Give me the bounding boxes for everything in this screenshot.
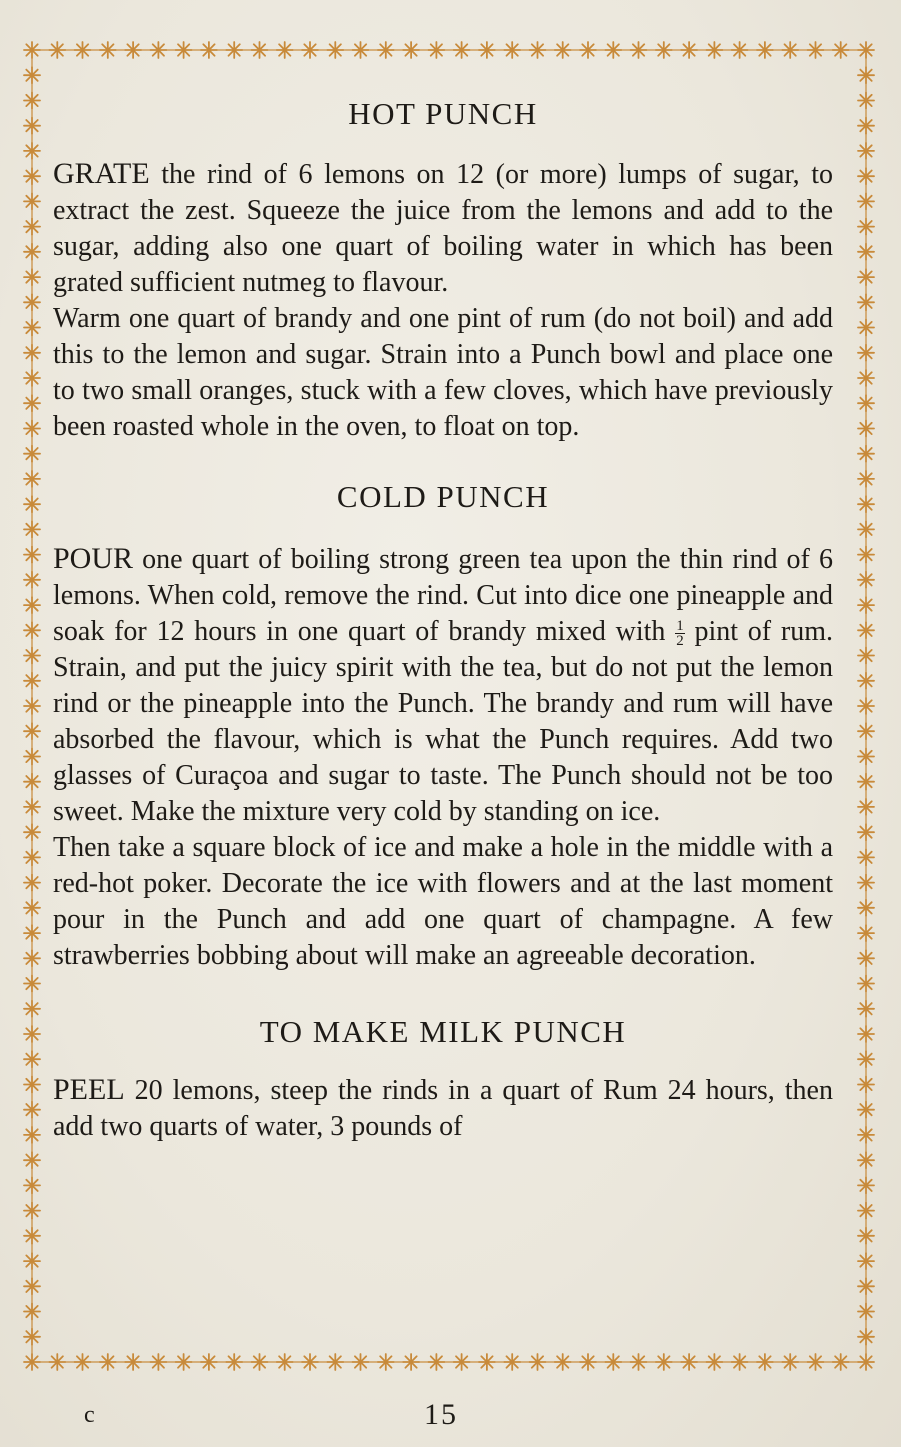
asterisk-star-icon (858, 446, 874, 462)
asterisk-star-icon (226, 1354, 242, 1370)
asterisk-star-icon (555, 42, 571, 58)
asterisk-star-icon (858, 1077, 874, 1093)
asterisk-star-icon (858, 547, 874, 563)
asterisk-star-icon (833, 1354, 849, 1370)
asterisk-star-icon (858, 1152, 874, 1168)
asterisk-star-icon (858, 42, 874, 58)
asterisk-star-icon (226, 42, 242, 58)
asterisk-star-icon (858, 1354, 874, 1370)
signature-mark: c (84, 1402, 95, 1428)
asterisk-star-icon (24, 244, 40, 260)
asterisk-star-icon (681, 1354, 697, 1370)
asterisk-star-icon (302, 42, 318, 58)
asterisk-star-icon (454, 42, 470, 58)
asterisk-star-icon (530, 42, 546, 58)
asterisk-star-icon (24, 193, 40, 209)
asterisk-star-icon (24, 496, 40, 512)
asterisk-star-icon (858, 521, 874, 537)
asterisk-star-icon (24, 875, 40, 891)
asterisk-star-icon (176, 42, 192, 58)
asterisk-star-icon (24, 320, 40, 336)
asterisk-star-icon (201, 42, 217, 58)
asterisk-star-icon (858, 193, 874, 209)
asterisk-star-icon (24, 219, 40, 235)
asterisk-star-icon (858, 294, 874, 310)
hot-punch-paragraph-1 (53, 156, 833, 301)
asterisk-star-icon (24, 345, 40, 361)
asterisk-star-icon (858, 824, 874, 840)
asterisk-star-icon (252, 42, 268, 58)
hot-punch-lead-word: GRATE (53, 157, 150, 190)
half-fraction (675, 619, 685, 648)
asterisk-star-icon (479, 1354, 495, 1370)
asterisk-star-icon (858, 900, 874, 916)
asterisk-star-icon (24, 900, 40, 916)
asterisk-star-icon (631, 1354, 647, 1370)
asterisk-star-icon (428, 1354, 444, 1370)
asterisk-star-icon (24, 799, 40, 815)
cold-punch-text-1b: pint of rum. Strain, and put the juicy spirit with the tea, but do not put the lemon rind or the pineapple into the Punch. The brandy and rum will have absorbed the flavour, which is what the Punch requires. Add two glasses of Curaçoa and sugar to taste. The Punch should not be too sweet. Make the mixture very cold by standing on ice. (53, 616, 833, 827)
asterisk-star-icon (454, 1354, 470, 1370)
milk-punch-text-1: 20 lemons, steep the rinds in a quart of Rum 24 hours, then add two quarts of water, 3 pounds of (53, 1075, 833, 1142)
asterisk-star-icon (24, 824, 40, 840)
asterisk-star-icon (808, 42, 824, 58)
asterisk-star-icon (858, 1304, 874, 1320)
asterisk-star-icon (858, 849, 874, 865)
asterisk-star-icon (530, 1354, 546, 1370)
asterisk-star-icon (24, 67, 40, 83)
asterisk-star-icon (858, 723, 874, 739)
asterisk-star-icon (706, 1354, 722, 1370)
hot-punch-text-1: the rind of 6 lemons on 12 (or more) lumps of sugar, to extract the zest. Squeeze the juice from the lemons and add to the sugar, adding also one quart of boiling water in which has been grated sufficient nutmeg to flavour. (53, 159, 833, 298)
asterisk-star-icon (24, 572, 40, 588)
asterisk-star-icon (24, 622, 40, 638)
asterisk-star-icon (24, 93, 40, 109)
hot-punch-paragraph-2: Warm one quart of brandy and one pint of rum (do not boil) and add this to the lemon and sugar. Strain into a Punch bowl and place one to two small oranges, stuck with a few cloves, which have previously been roasted whole in the oven, to float on top. (53, 303, 833, 442)
asterisk-star-icon (858, 471, 874, 487)
asterisk-star-icon (24, 976, 40, 992)
asterisk-star-icon (24, 925, 40, 941)
asterisk-star-icon (858, 219, 874, 235)
asterisk-star-icon (24, 42, 40, 58)
asterisk-star-icon (858, 421, 874, 437)
asterisk-star-icon (24, 1354, 40, 1370)
asterisk-star-icon (681, 42, 697, 58)
asterisk-star-icon (757, 42, 773, 58)
asterisk-star-icon (858, 1177, 874, 1193)
asterisk-star-icon (24, 1051, 40, 1067)
asterisk-star-icon (858, 244, 874, 260)
asterisk-star-icon (428, 42, 444, 58)
asterisk-star-icon (150, 42, 166, 58)
asterisk-star-icon (858, 1051, 874, 1067)
asterisk-star-icon (24, 1001, 40, 1017)
asterisk-star-icon (858, 1278, 874, 1294)
asterisk-star-icon (858, 976, 874, 992)
asterisk-star-icon (24, 118, 40, 134)
asterisk-star-icon (858, 1127, 874, 1143)
asterisk-star-icon (353, 1354, 369, 1370)
asterisk-star-icon (479, 42, 495, 58)
asterisk-star-icon (858, 269, 874, 285)
milk-punch-paragraph-1 (53, 1072, 833, 1145)
asterisk-star-icon (277, 1354, 293, 1370)
asterisk-star-icon (858, 698, 874, 714)
asterisk-star-icon (858, 648, 874, 664)
asterisk-star-icon (605, 42, 621, 58)
asterisk-star-icon (858, 1253, 874, 1269)
asterisk-star-icon (150, 1354, 166, 1370)
asterisk-star-icon (24, 1026, 40, 1042)
asterisk-star-icon (833, 42, 849, 58)
asterisk-star-icon (858, 67, 874, 83)
asterisk-star-icon (24, 547, 40, 563)
asterisk-star-icon (757, 1354, 773, 1370)
asterisk-star-icon (732, 1354, 748, 1370)
milk-punch-heading: TO MAKE MILK PUNCH (259, 1014, 627, 1049)
asterisk-star-icon (24, 698, 40, 714)
asterisk-star-icon (75, 1354, 91, 1370)
asterisk-star-icon (24, 1253, 40, 1269)
asterisk-star-icon (858, 345, 874, 361)
asterisk-star-icon (858, 673, 874, 689)
asterisk-star-icon (24, 1177, 40, 1193)
asterisk-star-icon (327, 1354, 343, 1370)
asterisk-star-icon (24, 950, 40, 966)
asterisk-star-icon (403, 1354, 419, 1370)
asterisk-star-icon (403, 42, 419, 58)
asterisk-star-icon (24, 723, 40, 739)
cold-punch-paragraph-2: Then take a square block of ice and make a hole in the middle with a red-hot poker. Decorate the ice with flowers and at the last moment pour in the Punch and add one quart of champagne. A few strawberries bobbing about will make an agreeable decoration. (53, 832, 833, 971)
asterisk-star-icon (858, 93, 874, 109)
asterisk-star-icon (24, 1278, 40, 1294)
asterisk-star-icon (24, 143, 40, 159)
asterisk-star-icon (858, 572, 874, 588)
asterisk-star-icon (125, 1354, 141, 1370)
asterisk-star-icon (24, 597, 40, 613)
asterisk-star-icon (24, 521, 40, 537)
asterisk-star-icon (555, 1354, 571, 1370)
asterisk-star-icon (327, 42, 343, 58)
page-content (53, 96, 833, 1145)
fraction-denominator: 2 (676, 633, 684, 650)
asterisk-star-icon (24, 774, 40, 790)
asterisk-star-icon (504, 1354, 520, 1370)
asterisk-star-icon (858, 875, 874, 891)
asterisk-star-icon (858, 1203, 874, 1219)
asterisk-star-icon (24, 1077, 40, 1093)
asterisk-star-icon (858, 950, 874, 966)
asterisk-star-icon (858, 597, 874, 613)
asterisk-star-icon (24, 395, 40, 411)
hot-punch-heading: HOT PUNCH (348, 96, 538, 131)
cold-punch-lead-word: POUR (53, 542, 134, 575)
asterisk-star-icon (24, 749, 40, 765)
asterisk-star-icon (24, 1304, 40, 1320)
asterisk-star-icon (24, 168, 40, 184)
asterisk-star-icon (24, 1152, 40, 1168)
asterisk-star-icon (302, 1354, 318, 1370)
asterisk-star-icon (580, 1354, 596, 1370)
asterisk-star-icon (201, 1354, 217, 1370)
asterisk-star-icon (49, 1354, 65, 1370)
asterisk-star-icon (605, 1354, 621, 1370)
asterisk-star-icon (378, 1354, 394, 1370)
asterisk-star-icon (24, 294, 40, 310)
asterisk-star-icon (125, 42, 141, 58)
asterisk-star-icon (782, 42, 798, 58)
asterisk-star-icon (176, 1354, 192, 1370)
asterisk-star-icon (858, 320, 874, 336)
asterisk-star-icon (858, 143, 874, 159)
asterisk-star-icon (24, 446, 40, 462)
asterisk-star-icon (24, 648, 40, 664)
asterisk-star-icon (858, 749, 874, 765)
asterisk-star-icon (378, 42, 394, 58)
asterisk-star-icon (24, 1329, 40, 1345)
asterisk-star-icon (858, 1102, 874, 1118)
asterisk-star-icon (858, 496, 874, 512)
asterisk-star-icon (24, 370, 40, 386)
asterisk-star-icon (858, 1026, 874, 1042)
asterisk-star-icon (782, 1354, 798, 1370)
page-number: 15 (424, 1398, 458, 1431)
fraction-numerator: 1 (676, 618, 684, 635)
asterisk-star-icon (858, 118, 874, 134)
asterisk-star-icon (858, 370, 874, 386)
cold-punch-text-1a: one quart of boiling strong green tea upon the thin rind of 6 lemons. When cold, remove the rind. Cut into dice one pineapple and soak for 12 hours in one quart of brandy mixed with (53, 544, 833, 647)
asterisk-star-icon (656, 1354, 672, 1370)
asterisk-star-icon (858, 774, 874, 790)
cold-punch-paragraph-1 (53, 541, 833, 830)
asterisk-star-icon (24, 269, 40, 285)
asterisk-star-icon (49, 42, 65, 58)
asterisk-star-icon (656, 42, 672, 58)
asterisk-star-icon (580, 42, 596, 58)
asterisk-star-icon (24, 421, 40, 437)
asterisk-star-icon (24, 471, 40, 487)
asterisk-star-icon (858, 395, 874, 411)
asterisk-star-icon (100, 1354, 116, 1370)
asterisk-star-icon (631, 42, 647, 58)
asterisk-star-icon (353, 42, 369, 58)
asterisk-star-icon (858, 1001, 874, 1017)
asterisk-star-icon (858, 622, 874, 638)
asterisk-star-icon (277, 42, 293, 58)
asterisk-star-icon (24, 1127, 40, 1143)
asterisk-star-icon (100, 42, 116, 58)
asterisk-star-icon (808, 1354, 824, 1370)
milk-punch-lead-word: PEEL (53, 1073, 125, 1106)
asterisk-star-icon (504, 42, 520, 58)
asterisk-star-icon (75, 42, 91, 58)
cold-punch-heading: COLD PUNCH (336, 479, 550, 514)
asterisk-star-icon (24, 673, 40, 689)
asterisk-star-icon (24, 1228, 40, 1244)
asterisk-star-icon (706, 42, 722, 58)
asterisk-star-icon (252, 1354, 268, 1370)
asterisk-star-icon (858, 1228, 874, 1244)
asterisk-star-icon (24, 1203, 40, 1219)
asterisk-star-icon (858, 799, 874, 815)
asterisk-star-icon (858, 925, 874, 941)
asterisk-star-icon (24, 849, 40, 865)
asterisk-star-icon (858, 1329, 874, 1345)
asterisk-star-icon (858, 168, 874, 184)
asterisk-star-icon (24, 1102, 40, 1118)
asterisk-star-icon (732, 42, 748, 58)
